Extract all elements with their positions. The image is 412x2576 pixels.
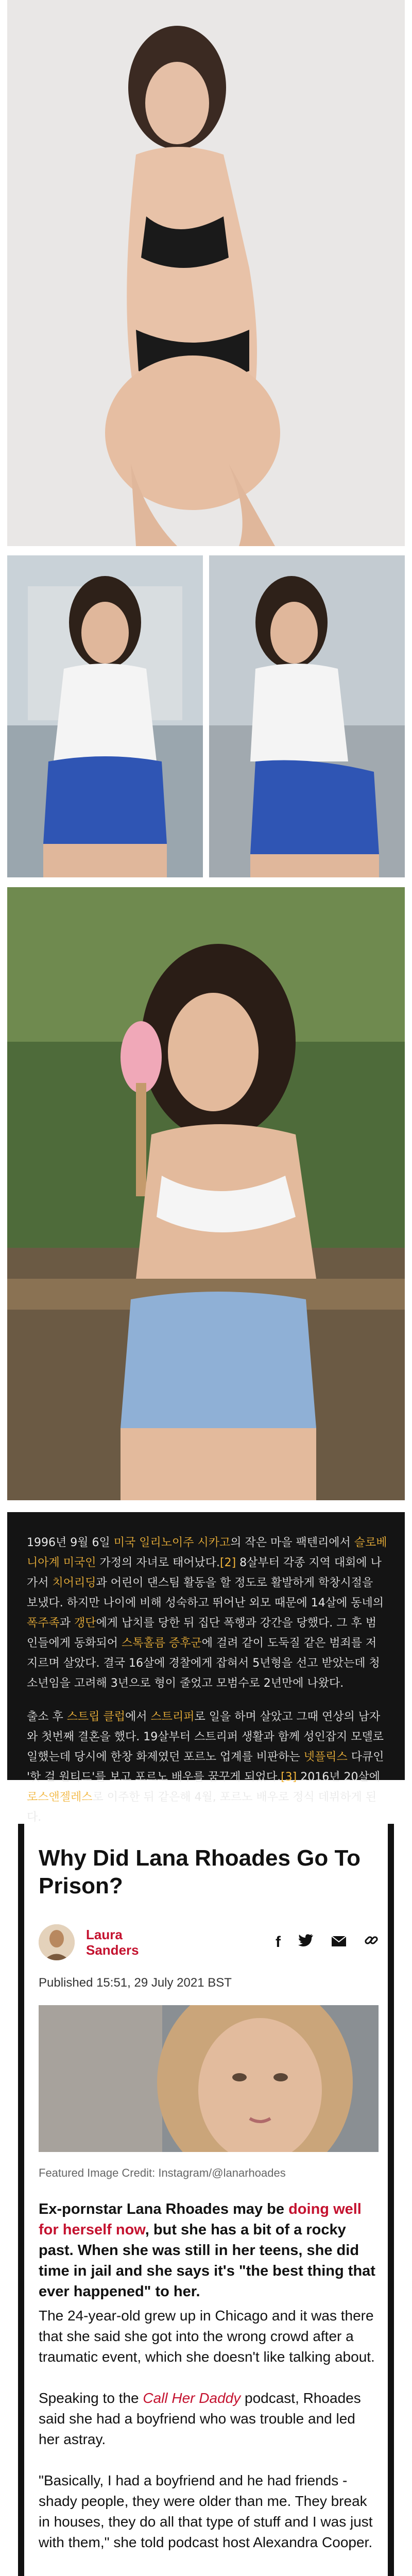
article-headline: Why Did Lana Rhoades Go To Prison? bbox=[39, 1845, 360, 1899]
lead-link[interactable]: doing well for herself now bbox=[39, 2201, 362, 2238]
photo-1 bbox=[7, 0, 405, 546]
link-los-angeles[interactable]: 로스앤젤레스 bbox=[27, 1791, 93, 1804]
footnote-2[interactable]: [2] bbox=[220, 1556, 236, 1569]
link-biker-gang[interactable]: 폭주족 bbox=[27, 1617, 60, 1630]
article-card bbox=[18, 1824, 394, 2576]
korean-bio-paragraph-2: 출소 후 스트립 클럽에서 스트리퍼로 일을 하며 살았고 그때 연상의 남자와 첫번째 결혼을 했다. 19살부터 스트리퍼 생활과 함께 성인잡지 모델로 일했는데 당시에 한창 화제였던 포르노 업계를 비판하는 넷플릭스 다큐인 '핫 걸 원티드'를 보고 포르노 배우를 꿈꾸게 되었다.[3] 2016년 20살에 로스앤젤레스로 이주한 뒤 같은해 4월, 포르노 배우로 정식 데뷔하게 된다. bbox=[27, 1710, 384, 1824]
article-paragraph-2: Speaking to the Call Her Daddy podcast, Rhoades said she had a boyfriend who was trouble and led her astray. bbox=[39, 2390, 361, 2447]
link-strip-club[interactable]: 스트립 클럽 bbox=[66, 1710, 126, 1723]
photo-3 bbox=[7, 887, 405, 1500]
korean-bio-text bbox=[27, 1533, 387, 1841]
korean-bio-panel bbox=[7, 1512, 405, 1824]
photo-2-left bbox=[7, 555, 203, 877]
article-paragraph-3: "Basically, I had a boyfriend and he had friends - shady people, they were older than me. They break in houses, they do all that type of stuff and I was just with them," she told podcast host Alexandra Cooper. bbox=[39, 2472, 373, 2550]
facebook-icon[interactable]: f bbox=[276, 1934, 281, 1951]
share-bar bbox=[276, 1933, 379, 1952]
author-row bbox=[39, 1924, 379, 1960]
photo-2-right bbox=[209, 555, 405, 877]
link-stockholm-syndrome[interactable]: 스톡홀름 증후군 bbox=[122, 1637, 202, 1650]
footnote-3[interactable]: [3] bbox=[281, 1771, 297, 1784]
link-icon[interactable] bbox=[364, 1933, 379, 1952]
article-paragraph-1: The 24-year-old grew up in Chicago and it was there that she said she got into the wrong crowd after a traumatic event, which she doesn't like talking about. bbox=[39, 2308, 375, 2365]
author-name[interactable]: Laura Sanders bbox=[86, 1927, 139, 1958]
image-credit: Featured Image Credit: Instagram/@lanarhoades bbox=[39, 2166, 286, 2179]
link-stripper[interactable]: 스트리퍼 bbox=[150, 1710, 195, 1723]
link-netflix[interactable]: 넷플릭스 bbox=[303, 1751, 348, 1764]
author-avatar[interactable] bbox=[39, 1924, 75, 1960]
article-lead: Ex-pornstar Lana Rhoades may be doing well for herself now, but she has a bit of a rocky past. When she was still in her teens, she did time in jail and she says it's "the best thing that ever happened" to her. bbox=[39, 2201, 375, 2300]
link-cheerleading[interactable]: 치어리딩 bbox=[52, 1577, 96, 1589]
twitter-icon[interactable] bbox=[298, 1934, 314, 1951]
link-birthplace[interactable]: 미국 일리노이주 시카고 bbox=[113, 1536, 231, 1549]
email-icon[interactable] bbox=[331, 1934, 347, 1951]
featured-image bbox=[39, 2005, 379, 2152]
korean-bio-paragraph-1: 1996년 9월 6일 미국 일리노이주 시카고의 작은 마을 팩텐리에서 슬로베니아계 미국인 가정의 자녀로 태어났다.[2] 8살부터 각종 지역 대회에 나가서 치어리딩과 어린이 댄스팀 활동을 할 정도로 활발하게 학창시절을 보냈다. 하지만 나이에 비해 성숙하고 뛰어난 외모 때문에 14살에 동네의 폭주족과 갱단에게 납치를 당한 뒤 집단 폭행과 강간을 당했다. 그 후 범인들에게 동화되어 스톡홀름 증후군에 걸려 같이 도둑질 같은 범죄를 저지르며 살았다. 결국 16살에 경찰에게 잡혀서 5년형을 선고 받았는데 청소년임을 고려해 3년으로 형이 줄었고 모범수로 2년만에 나왔다. bbox=[27, 1536, 387, 1690]
call-her-daddy-link[interactable]: Call Her Daddy bbox=[143, 2390, 241, 2406]
link-gang[interactable]: 갱단 bbox=[74, 1617, 96, 1630]
published-date: Published 15:51, 29 July 2021 BST bbox=[39, 1976, 232, 1990]
link-slovenian-american[interactable]: 슬로베니아계 미국인 bbox=[27, 1536, 387, 1569]
